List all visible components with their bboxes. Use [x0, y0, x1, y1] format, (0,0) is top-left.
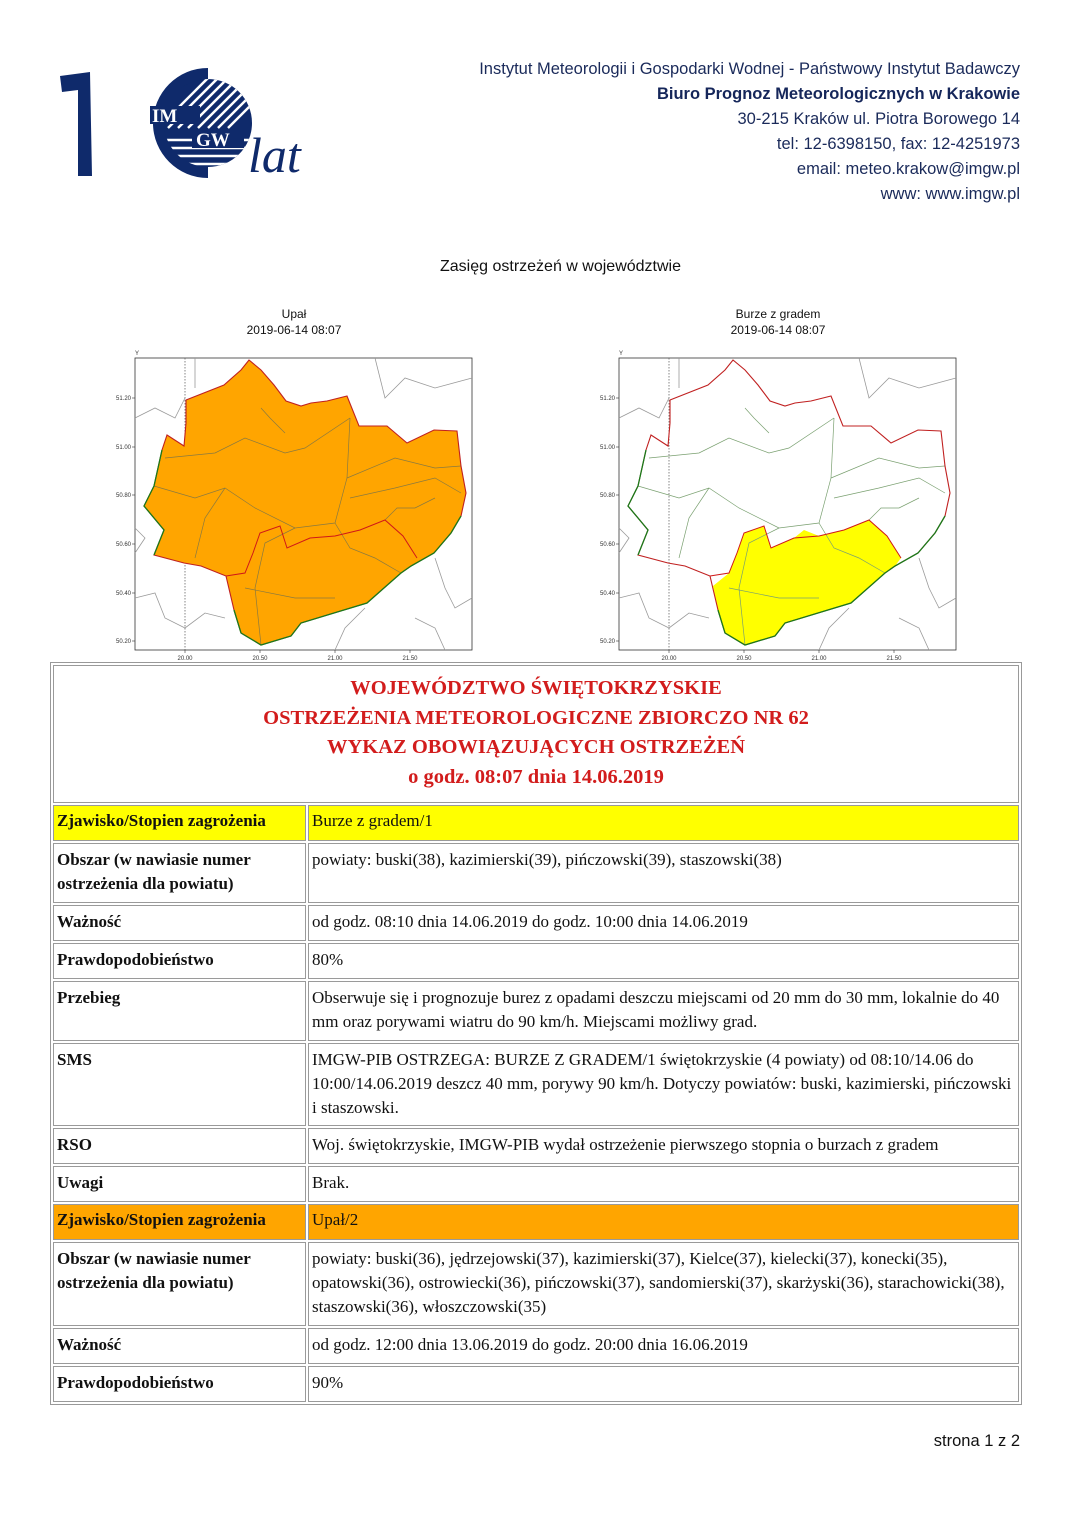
row-label: Obszar (w nawiasie numer ostrzeżenia dla powiatu)	[53, 843, 306, 903]
row-value: od godz. 08:10 dnia 14.06.2019 do godz. 10:00 dnia 14.06.2019	[308, 905, 1019, 941]
website[interactable]: www: www.imgw.pl	[880, 185, 1020, 203]
row-label: SMS	[53, 1043, 306, 1126]
x-tick-label: 20.50	[736, 656, 752, 662]
y-tick-label: 51.20	[115, 396, 131, 402]
hazard-row	[53, 1204, 1019, 1240]
row-value: powiaty: buski(36), jędrzejowski(37), kazimierski(37), Kielce(37), kielecki(37), konecki(35), opatowski(36), ostrowiecki(36), pińczowski(37), sandomierski(37), skarżyski(36), starachowicki(38), staszowski(36), włoszczowski(35)	[308, 1242, 1019, 1326]
phone-fax: tel: 12-6398150, fax: 12-4251973	[776, 135, 1020, 153]
row-label: Ważność	[53, 905, 306, 941]
x-tick-label: 21.00	[811, 656, 827, 662]
y-axis-label: Y	[135, 351, 140, 357]
row-label: Ważność	[53, 1328, 306, 1364]
x-tick-label: 21.00	[327, 656, 343, 662]
map-name: Burze z gradem	[735, 307, 821, 321]
address: 30-215 Kraków ul. Piotra Borowego 14	[737, 110, 1020, 128]
table-row	[53, 1043, 1019, 1126]
svg-text:IM: IM	[152, 106, 178, 127]
email[interactable]: email: meteo.krakow@imgw.pl	[796, 160, 1020, 178]
imgw-100-lat-logo	[58, 68, 328, 188]
table-row	[53, 1128, 1019, 1164]
y-axis-label: Y	[619, 351, 624, 357]
page-number: strona 1 z 2	[933, 1432, 1020, 1450]
table-row	[53, 1366, 1019, 1402]
row-value: od godz. 12:00 dnia 13.06.2019 do godz. 20:00 dnia 16.06.2019	[308, 1328, 1019, 1364]
svg-text:GW: GW	[196, 130, 230, 151]
row-value: Burze z gradem/1	[308, 805, 1019, 841]
maps-title: Zasięg ostrzeżeń w województwie	[440, 258, 681, 275]
y-tick-label: 50.60	[599, 542, 615, 548]
hazard-row	[53, 805, 1019, 841]
table-row	[53, 843, 1019, 903]
y-tick-label: 50.80	[599, 493, 615, 499]
row-label: Zjawisko/Stopien zagrożenia	[53, 1204, 306, 1240]
y-tick-label: 50.60	[115, 542, 131, 548]
y-tick-label: 50.40	[115, 591, 131, 597]
y-tick-label: 51.00	[599, 445, 615, 451]
row-value: Upał/2	[308, 1204, 1019, 1240]
x-tick-label: 20.00	[661, 656, 677, 662]
map-time: 2019-06-14 08:07	[730, 323, 826, 337]
row-label: Uwagi	[53, 1166, 306, 1202]
table-row	[53, 981, 1019, 1041]
map-time: 2019-06-14 08:07	[246, 323, 342, 337]
row-label: Przebieg	[53, 981, 306, 1041]
x-tick-label: 21.50	[886, 656, 902, 662]
row-value: IMGW-PIB OSTRZEGA: BURZE Z GRADEM/1 świętokrzyskie (4 powiaty) od 08:10/14.06 do 10:00/14.06.2019 deszcz 40 mm, porywy 90 km/h. Dotyczy powiatów: buski, kazimierski, pińczowski i staszowski.	[308, 1043, 1019, 1126]
warning-map-upal	[105, 348, 475, 668]
table-row	[53, 1242, 1019, 1326]
row-label: Zjawisko/Stopien zagrożenia	[53, 805, 306, 841]
row-value: Brak.	[308, 1166, 1019, 1202]
map-name: Upał	[281, 307, 307, 321]
x-tick-label: 20.50	[252, 656, 268, 662]
y-tick-label: 50.20	[599, 639, 615, 645]
row-value: Woj. świętokrzyskie, IMGW-PIB wydał ostrzeżenie pierwszego stopnia o burzach z gradem	[308, 1128, 1019, 1164]
row-label: Obszar (w nawiasie numer ostrzeżenia dla powiatu)	[53, 1242, 306, 1326]
x-tick-label: 20.00	[177, 656, 193, 662]
y-tick-label: 51.00	[115, 445, 131, 451]
row-label: RSO	[53, 1128, 306, 1164]
table-row	[53, 905, 1019, 941]
map-caption-upal	[144, 306, 444, 338]
table-row	[53, 1166, 1019, 1202]
table-row	[53, 943, 1019, 979]
row-value: Obserwuje się i prognozuje burez z opadami deszczu miejscami od 20 mm do 30 mm, lokalnie do 40 mm oraz porywami wiatru do 90 km/h. Miejscami możliwy grad.	[308, 981, 1019, 1041]
row-value: powiaty: buski(38), kazimierski(39), pińczowski(39), staszowski(38)	[308, 843, 1019, 903]
warnings-table	[50, 662, 1022, 1405]
row-value: 80%	[308, 943, 1019, 979]
list-title: WYKAZ OBOWIĄZUJĄCYCH OSTRZEŻEŃ	[326, 736, 746, 758]
x-tick-label: 21.50	[402, 656, 418, 662]
row-label: Prawdopodobieństwo	[53, 943, 306, 979]
issue-time: o godz. 08:07 dnia 14.06.2019	[408, 765, 664, 788]
svg-text:lat: lat	[248, 127, 301, 183]
region-title: WOJEWÓDZTWO ŚWIĘTOKRZYSKIE	[350, 677, 722, 699]
y-tick-label: 50.40	[599, 591, 615, 597]
y-tick-label: 51.20	[599, 396, 615, 402]
warning-map-burze	[589, 348, 959, 668]
row-label: Prawdopodobieństwo	[53, 1366, 306, 1402]
office-name: Biuro Prognoz Meteorologicznych w Krakowie	[656, 85, 1020, 103]
institute-name: Instytut Meteorologii i Gospodarki Wodnej - Państwowy Instytut Badawczy	[479, 60, 1020, 78]
table-header-row	[53, 665, 1019, 803]
row-value: 90%	[308, 1366, 1019, 1402]
table-row	[53, 1328, 1019, 1364]
bulletin-title: OSTRZEŻENIA METEOROLOGICZNE ZBIORCZO NR 62	[263, 706, 809, 729]
y-tick-label: 50.20	[115, 639, 131, 645]
table-heading	[53, 665, 1019, 803]
y-tick-label: 50.80	[115, 493, 131, 499]
map-caption-burze	[628, 306, 928, 338]
